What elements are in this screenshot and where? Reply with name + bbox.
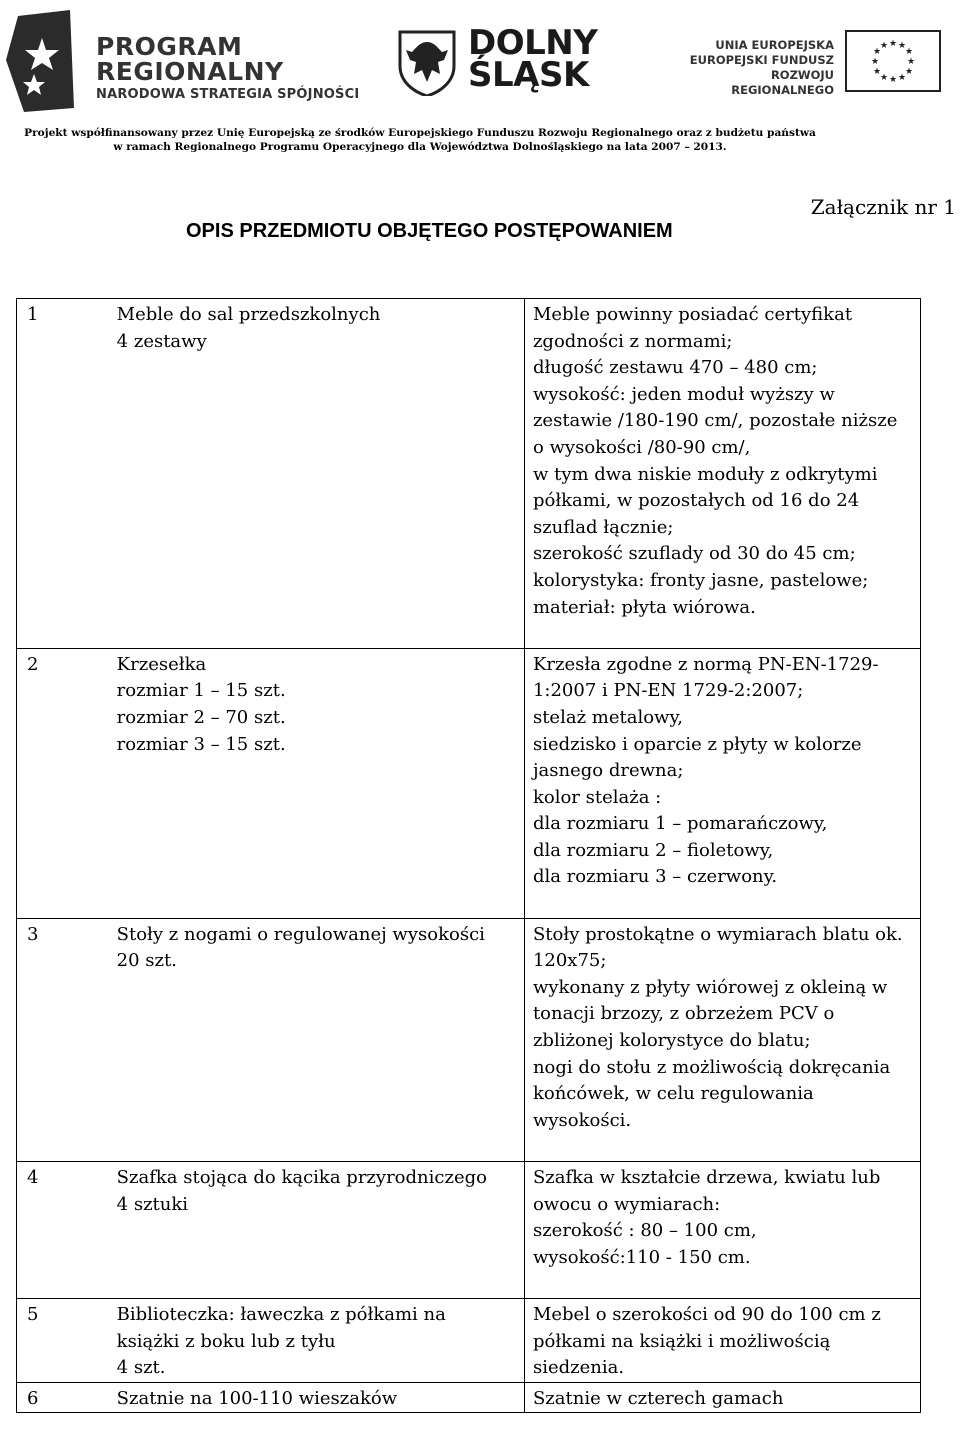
- eagle-shield-icon: [398, 30, 456, 96]
- svg-text:★: ★: [904, 47, 914, 57]
- item-description-cell: [524, 918, 920, 1161]
- logo-text: ROZWOJU REGIONALNEGO: [731, 68, 834, 97]
- svg-text:★: ★: [888, 75, 898, 85]
- row-number: 6: [27, 1387, 39, 1409]
- table-row: [17, 648, 921, 918]
- item-name-line: Krzesełka: [116, 653, 207, 675]
- description-line: o wysokości /80-90 cm/,: [532, 436, 751, 458]
- item-name-line: Szatnie na 100-110 wieszaków: [116, 1387, 398, 1409]
- item-name-line: 4 zestawy: [116, 330, 207, 352]
- item-description-cell: [524, 1162, 920, 1299]
- cofinancing-line: Projekt współfinansowany przez Unię Europejską ze środków Europejskiego Funduszu Rozwoju Regionalnego oraz z budżetu państwa: [24, 127, 816, 139]
- logo-text: PROGRAM: [96, 32, 243, 61]
- item-name-line: 4 sztuki: [116, 1193, 189, 1215]
- description-line: zbliżonej kolorystyce do blatu;: [532, 1030, 811, 1052]
- description-line: w tym dwa niskie moduły z odkrytymi: [532, 463, 878, 485]
- item-name-line: 20 szt.: [116, 950, 177, 972]
- description-line: siedzenia.: [532, 1357, 625, 1379]
- description-line: końcówek, w celu regulowania: [532, 1083, 814, 1105]
- description-line: Szatnie w czterech gamach: [532, 1387, 784, 1409]
- table-row: [17, 1298, 921, 1382]
- logo-text: EUROPEJSKI FUNDUSZ: [689, 53, 834, 67]
- items-table: [16, 298, 921, 1413]
- page-title: OPIS PRZEDMIOTU OBJĘTEGO POSTĘPOWANIEM: [186, 220, 673, 242]
- item-description-cell: [524, 1382, 920, 1413]
- description-line: Mebel o szerokości od 90 do 100 cm z: [532, 1303, 881, 1325]
- item-name-cell: [109, 1162, 525, 1299]
- row-number-cell: [17, 1382, 109, 1413]
- table-row: [17, 1162, 921, 1299]
- spacer: [533, 1271, 912, 1298]
- row-number-cell: [17, 648, 109, 918]
- item-name-cell: [109, 1298, 525, 1382]
- description-line: tonacji brzozy, z obrzeżem PCV o: [532, 1003, 835, 1025]
- description-line: szuflad łącznie;: [532, 516, 674, 538]
- description-line: długość zestawu 470 – 480 cm;: [532, 357, 818, 379]
- spacer: [533, 891, 912, 918]
- row-number: 1: [27, 304, 39, 325]
- cofinancing-note: [0, 126, 840, 154]
- svg-text:★: ★: [872, 67, 882, 77]
- svg-text:★: ★: [879, 41, 889, 51]
- row-number: 4: [27, 1167, 39, 1188]
- description-line: siedzisko i oparcie z płyty w kolorze: [532, 733, 862, 755]
- spacer: [533, 621, 912, 648]
- description-line: wykonany z płyty wiórowej z okleiną w: [532, 976, 888, 998]
- logo-text: NARODOWA STRATEGIA SPÓJNOŚCI: [96, 87, 360, 102]
- item-name-cell: [109, 1382, 525, 1413]
- description-line: dla rozmiaru 2 – fioletowy,: [532, 839, 774, 861]
- item-name-line: Szafka stojąca do kącika przyrodniczego: [116, 1167, 487, 1188]
- description-line: zgodności z normami;: [532, 330, 733, 352]
- description-line: szerokość : 80 – 100 cm,: [532, 1220, 757, 1242]
- description-line: półkami na książki i możliwością: [532, 1330, 831, 1352]
- logo-text: ŚLĄSK: [468, 55, 589, 95]
- description-line: Stoły prostokątne o wymiarach blatu ok.: [532, 923, 903, 945]
- table-row: [17, 918, 921, 1161]
- item-name-line: Biblioteczka: ławeczka z półkami na: [116, 1303, 446, 1325]
- description-line: kolorystyka: fronty jasne, pastelowe;: [532, 569, 869, 591]
- svg-text:★: ★: [906, 57, 916, 67]
- table-row: [17, 299, 921, 649]
- svg-text:★: ★: [904, 67, 914, 77]
- description-line: półkami, w pozostałych od 16 do 24: [532, 490, 860, 512]
- description-line: szerokość szuflady od 30 do 45 cm;: [532, 543, 856, 565]
- description-line: kolor stelaża :: [532, 786, 662, 808]
- attachment-label: Załącznik nr 1: [810, 195, 956, 219]
- spacer: [533, 1134, 912, 1161]
- description-line: wysokość: jeden moduł wyższy w: [532, 383, 835, 405]
- description-line: materiał: płyta wiórowa.: [532, 596, 756, 618]
- table-row: [17, 1382, 921, 1413]
- description-line: 1:2007 i PN-EN 1729-2:2007;: [532, 680, 804, 702]
- svg-text:★: ★: [870, 57, 880, 67]
- description-line: wysokości.: [532, 1109, 632, 1131]
- row-number: 3: [27, 923, 39, 945]
- dolny-slask-logo: [468, 23, 598, 95]
- item-description-cell: [524, 1298, 920, 1382]
- description-line: nogi do stołu z możliwością dokręcania: [532, 1056, 891, 1078]
- row-number-cell: [17, 918, 109, 1161]
- item-name-cell: [109, 918, 525, 1161]
- item-name-line: Stoły z nogami o regulowanej wysokości: [116, 923, 485, 945]
- cofinancing-line: w ramach Regionalnego Programu Operacyjnego dla Województwa Dolnośląskiego na lata 2007 – 2013.: [113, 141, 727, 153]
- item-name-line: rozmiar 2 – 70 szt.: [116, 706, 286, 728]
- eu-fund-logo: [672, 38, 834, 98]
- description-line: zestawie /180-190 cm/, pozostałe niższe: [532, 410, 898, 432]
- logo-text: UNIA EUROPEJSKA: [715, 38, 834, 52]
- svg-text:★: ★: [879, 73, 889, 83]
- row-number: 2: [27, 653, 39, 675]
- item-description-cell: [524, 299, 920, 649]
- item-name-cell: [109, 299, 525, 649]
- description-line: dla rozmiaru 1 – pomarańczowy,: [532, 813, 828, 835]
- row-number-cell: [17, 1162, 109, 1299]
- description-line: jasnego drewna;: [532, 760, 684, 782]
- item-name-cell: [109, 648, 525, 918]
- logo-text: REGIONALNY: [96, 57, 284, 86]
- item-name-line: 4 szt.: [116, 1357, 166, 1379]
- description-line: 120x75;: [532, 950, 607, 972]
- row-number: 5: [27, 1303, 39, 1325]
- item-name-line: rozmiar 3 – 15 szt.: [116, 733, 286, 755]
- row-number-cell: [17, 299, 109, 649]
- svg-text:★: ★: [897, 41, 907, 51]
- item-name-line: rozmiar 1 – 15 szt.: [116, 680, 286, 702]
- item-name-line: książki z boku lub z tyłu: [116, 1330, 336, 1352]
- description-line: Szafka w kształcie drzewa, kwiatu lub: [532, 1167, 881, 1188]
- svg-text:★: ★: [872, 47, 882, 57]
- description-line: Krzesła zgodne z normą PN-EN-1729-: [532, 653, 879, 675]
- logo-text: DOLNY: [468, 23, 598, 63]
- header-logos: [0, 0, 960, 120]
- program-regionalny-logo: [96, 34, 359, 103]
- eu-flag-icon: [845, 30, 941, 92]
- svg-text:★: ★: [888, 39, 898, 49]
- description-line: Meble powinny posiadać certyfikat: [532, 304, 853, 325]
- program-regionalny-star-logo: [4, 8, 76, 112]
- item-name-line: Meble do sal przedszkolnych: [116, 304, 381, 325]
- svg-text:★: ★: [897, 73, 907, 83]
- item-description-cell: [524, 648, 920, 918]
- row-number-cell: [17, 1298, 109, 1382]
- description-line: dla rozmiaru 3 – czerwony.: [532, 866, 778, 888]
- description-line: wysokość:110 - 150 cm.: [532, 1246, 751, 1268]
- description-line: owocu o wymiarach:: [532, 1193, 721, 1215]
- description-line: stelaż metalowy,: [532, 706, 683, 728]
